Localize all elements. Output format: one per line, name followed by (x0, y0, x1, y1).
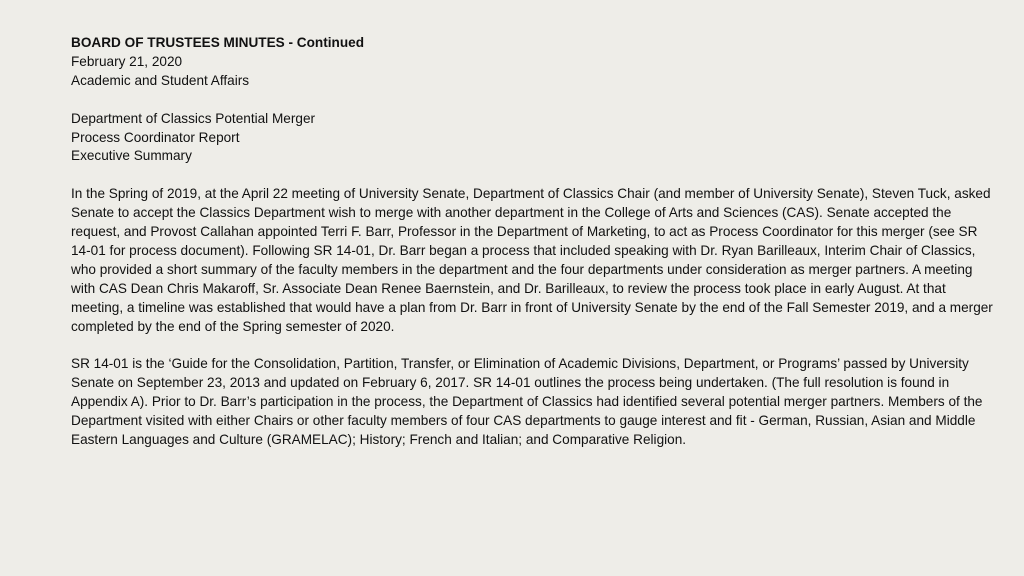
meeting-date: February 21, 2020 (71, 53, 183, 69)
document-body (71, 34, 996, 450)
spacer (71, 166, 996, 185)
spacer (71, 336, 996, 355)
section-heading: Academic and Student Affairs (71, 72, 250, 88)
spacer (71, 91, 996, 110)
document-title: BOARD OF TRUSTEES MINUTES - Continued (71, 35, 365, 50)
report-subject: Department of Classics Potential Merger (71, 110, 316, 126)
summary-paragraph-1: In the Spring of 2019, at the April 22 meeting of University Senate, Department of Classics Chair (and member of University Senate), Steven Tuck, asked Senate to accept the Classics Department wish to merge with another department in the College of Arts and Sciences (CAS). Senate accepted the request, and Provost Callahan appointed Terri F. Barr, Professor in the Department of Marketing, to act as Process Coordinator for this merger (see SR 14-01 for process document). Following SR 14-01, Dr. Barr began a process that included speaking with Dr. Ryan Barilleaux, Interim Chair of Classics, who provided a short summary of the faculty members in the department and the four departments under consideration as merger partners. A meeting with CAS Dean Chris Makaroff, Sr. Associate Dean Renee Baernstein, and Dr. Barilleaux, to review the process took place in early August. At that meeting, a timeline was established that would have a plan from Dr. Barr in front of University Senate by the end of the Fall Semester 2019, and a merger completed by the end of the Spring semester of 2020. (71, 186, 993, 334)
report-type: Process Coordinator Report (71, 129, 240, 145)
summary-paragraph-2: SR 14-01 is the ‘Guide for the Consolidation, Partition, Transfer, or Elimination of Academic Divisions, Department, or Programs’ passed by University Senate on September 23, 2013 and updated on February 6, 2017. SR 14-01 outlines the process being undertaken. (The full resolution is found in Appendix A). Prior to Dr. Barr’s participation in the process, the Department of Classics had identified several potential merger partners. Members of the Department visited with either Chairs or other faculty members of four CAS departments to gauge interest and fit - German, Russian, Asian and Middle Eastern Languages and Culture (GRAMELAC); History; French and Italian; and Comparative Religion. (71, 356, 983, 447)
report-section: Executive Summary (71, 148, 192, 164)
